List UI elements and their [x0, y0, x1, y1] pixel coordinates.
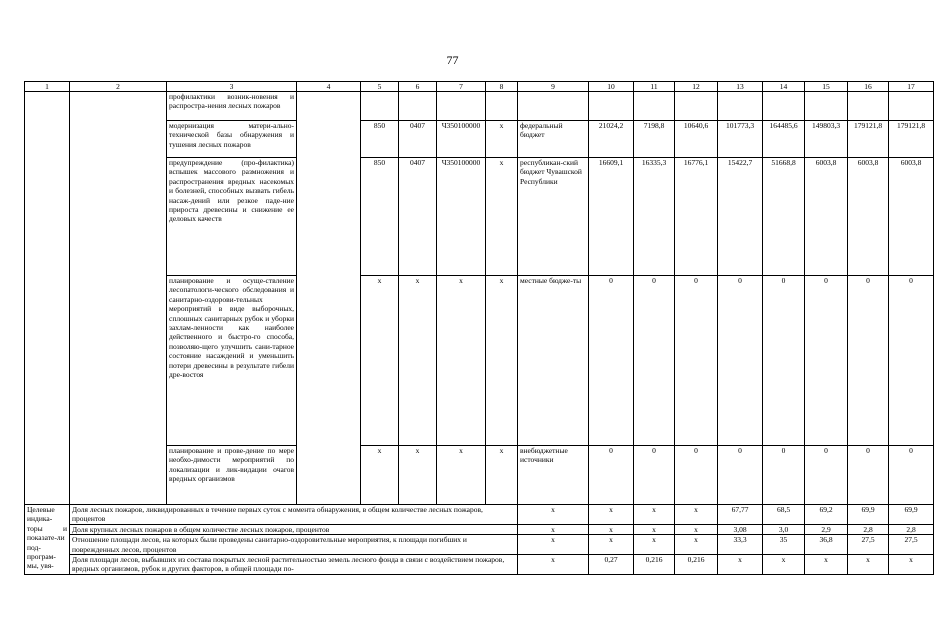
column-header: 4	[297, 82, 361, 92]
measure-cell: предупреждение (про-филактика) вспышек массового размножения и распространения вредных насекомых и болезней, способных вызвать гибель насаж-дений или резкое паде-ние прироста древесины и снижение ее деловых качеств	[167, 158, 297, 276]
indicator-row	[25, 524, 934, 534]
value-cell: 0,216	[634, 555, 675, 575]
value-cell: х	[634, 524, 675, 534]
value-cell: 2,8	[848, 524, 889, 534]
value-cell: 0	[675, 276, 718, 446]
program-table	[24, 81, 934, 575]
value-cell	[589, 92, 634, 121]
cell-grbs: х	[361, 276, 399, 446]
cell-target-article: х	[437, 276, 486, 446]
value-cell: х	[589, 505, 634, 525]
value-cell: х	[675, 535, 718, 555]
value-cell	[805, 92, 848, 121]
cell-section: 0407	[399, 121, 437, 158]
value-cell: 2,9	[805, 524, 848, 534]
cell-target-article: Ч350100000	[437, 121, 486, 158]
value-cell: 15422,7	[718, 158, 763, 276]
column-header: 15	[805, 82, 848, 92]
indicator-text: Отношение площади лесов, на которых были проведены санитарно-оздоровительные мероприятия, к площади погибших и поврежденных лесов, процентов	[70, 535, 518, 555]
value-cell: х	[805, 555, 848, 575]
column-header: 12	[675, 82, 718, 92]
value-cell: 6003,8	[848, 158, 889, 276]
column-header: 16	[848, 82, 889, 92]
value-cell: 0	[805, 276, 848, 446]
measure-cell: планирование и прове-дение по мере необхо-димости мероприятий по локализации и лик-видации очагов вредных организмов	[167, 446, 297, 505]
value-cell: 0	[889, 446, 934, 505]
value-cell: 10640,6	[675, 121, 718, 158]
value-cell: 0,216	[675, 555, 718, 575]
value-cell: 0	[805, 446, 848, 505]
empty-cell	[25, 92, 70, 505]
value-cell: 68,5	[763, 505, 805, 525]
indicator-row	[25, 555, 934, 575]
value-cell: х	[634, 505, 675, 525]
value-cell: 69,9	[889, 505, 934, 525]
value-cell	[848, 92, 889, 121]
cell-section: х	[399, 446, 437, 505]
value-cell: 21024,2	[589, 121, 634, 158]
value-cell: х	[675, 505, 718, 525]
value-cell: х	[518, 535, 589, 555]
value-cell: 3,08	[718, 524, 763, 534]
table-row	[25, 92, 934, 121]
value-cell: 51668,8	[763, 158, 805, 276]
value-cell	[634, 92, 675, 121]
cell-expense-group: х	[486, 446, 518, 505]
value-cell: х	[518, 555, 589, 575]
cell-section: 0407	[399, 158, 437, 276]
value-cell: 179121,8	[889, 121, 934, 158]
cell-expense-group: х	[486, 121, 518, 158]
value-cell: 27,5	[848, 535, 889, 555]
cell-target-article	[437, 92, 486, 121]
value-cell: х	[589, 524, 634, 534]
value-cell: 36,8	[805, 535, 848, 555]
cell-funding-source: федеральный бюджет	[518, 121, 589, 158]
value-cell: х	[889, 555, 934, 575]
value-cell: 6003,8	[889, 158, 934, 276]
column-header: 10	[589, 82, 634, 92]
column-header: 13	[718, 82, 763, 92]
column-number-row	[25, 82, 934, 92]
column-header: 5	[361, 82, 399, 92]
value-cell: 0	[675, 446, 718, 505]
column-header: 11	[634, 82, 675, 92]
measure-cell: планирование и осуще-ствление лесопатологи-ческого обследования и санитарно-оздорови-тельных мероприятий в виде выборочных, сплошных санитарных рубок и уборки захлам-ленности как наиболее действенного и быстро-го способа, позволяю-щего улучшить сани-тарное состояние насаждений и уменьшить потери древесины в результате гибели дре-востоя	[167, 276, 297, 446]
column-header: 3	[167, 82, 297, 92]
cell-target-article: х	[437, 446, 486, 505]
value-cell: х	[763, 555, 805, 575]
empty-cell	[70, 92, 167, 505]
value-cell: 67,77	[718, 505, 763, 525]
value-cell: 0	[763, 446, 805, 505]
cell-grbs: 850	[361, 158, 399, 276]
value-cell: 0	[718, 446, 763, 505]
cell-funding-source	[518, 92, 589, 121]
indicators-label: Целевые индика-торы и показате-ли под-програм-мы, увя-	[25, 505, 70, 575]
value-cell: х	[675, 524, 718, 534]
value-cell: 0	[848, 446, 889, 505]
measure-cell: профилактики возник-новения и распростра-нения лесных пожаров	[167, 92, 297, 121]
value-cell: 101773,3	[718, 121, 763, 158]
cell-funding-source: республикан-ский бюджет Чувашской Республики	[518, 158, 589, 276]
cell-section	[399, 92, 437, 121]
cell-grbs	[361, 92, 399, 121]
value-cell: 0	[763, 276, 805, 446]
indicator-text: Доля крупных лесных пожаров в общем количестве лесных пожаров, процентов	[70, 524, 518, 534]
value-cell: 16776,1	[675, 158, 718, 276]
value-cell: 0	[634, 446, 675, 505]
value-cell: 0	[718, 276, 763, 446]
cell-expense-group: х	[486, 158, 518, 276]
value-cell: х	[518, 524, 589, 534]
value-cell: 0	[634, 276, 675, 446]
column-header: 17	[889, 82, 934, 92]
value-cell: х	[518, 505, 589, 525]
cell-funding-source: местные бюдже-ты	[518, 276, 589, 446]
indicator-row	[25, 505, 934, 525]
indicator-text: Доля площади лесов, выбывших из состава покрытых лесной растительностью земель лесного фонда в связи с воздействием пожаров, вредных организмов, рубок и других факторов, в общей площади по-	[70, 555, 518, 575]
empty-cell	[297, 92, 361, 505]
value-cell: 6003,8	[805, 158, 848, 276]
column-header: 7	[437, 82, 486, 92]
column-header: 8	[486, 82, 518, 92]
cell-expense-group: х	[486, 276, 518, 446]
measure-cell: модернизация матери-ально-технической базы обнаружения и тушения лесных пожаров	[167, 121, 297, 158]
value-cell	[889, 92, 934, 121]
column-header: 2	[70, 82, 167, 92]
value-cell: 16335,3	[634, 158, 675, 276]
value-cell: 69,9	[848, 505, 889, 525]
value-cell: 69,2	[805, 505, 848, 525]
column-header: 14	[763, 82, 805, 92]
value-cell: 7198,8	[634, 121, 675, 158]
value-cell: 16609,1	[589, 158, 634, 276]
value-cell: 0,27	[589, 555, 634, 575]
value-cell: 0	[589, 276, 634, 446]
value-cell	[763, 92, 805, 121]
value-cell: 179121,8	[848, 121, 889, 158]
indicator-row	[25, 535, 934, 555]
column-header: 6	[399, 82, 437, 92]
cell-funding-source: внебюджетные источники	[518, 446, 589, 505]
cell-grbs: х	[361, 446, 399, 505]
value-cell: х	[634, 535, 675, 555]
cell-target-article: Ч350100000	[437, 158, 486, 276]
value-cell: х	[589, 535, 634, 555]
cell-expense-group	[486, 92, 518, 121]
value-cell: 2,8	[889, 524, 934, 534]
value-cell: 0	[848, 276, 889, 446]
value-cell: 3,0	[763, 524, 805, 534]
value-cell: 33,3	[718, 535, 763, 555]
value-cell	[675, 92, 718, 121]
value-cell: 164485,6	[763, 121, 805, 158]
value-cell: 0	[889, 276, 934, 446]
page-number: 77	[446, 53, 459, 67]
column-header: 1	[25, 82, 70, 92]
value-cell: 27,5	[889, 535, 934, 555]
cell-section: х	[399, 276, 437, 446]
cell-grbs: 850	[361, 121, 399, 158]
column-header: 9	[518, 82, 589, 92]
value-cell: х	[848, 555, 889, 575]
value-cell: 0	[589, 446, 634, 505]
value-cell: 35	[763, 535, 805, 555]
value-cell	[718, 92, 763, 121]
indicator-text: Доля лесных пожаров, ликвидированных в течение первых суток с момента обнаружения, в общем количестве лесных пожаров, процентов	[70, 505, 518, 525]
value-cell: 149803,3	[805, 121, 848, 158]
value-cell: х	[718, 555, 763, 575]
